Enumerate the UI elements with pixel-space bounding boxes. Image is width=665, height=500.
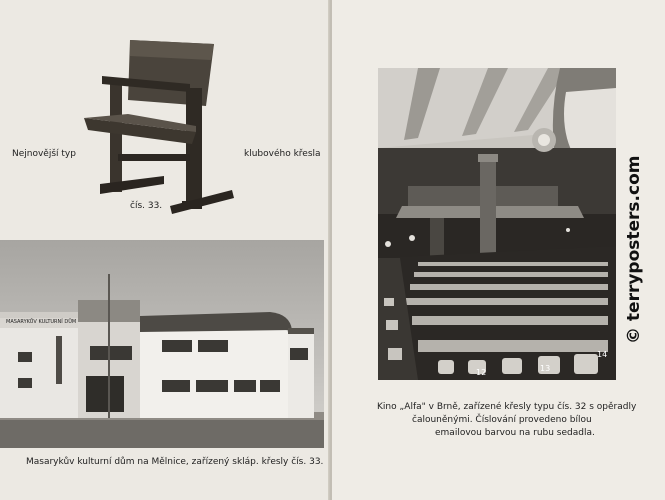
cinema-caption-line-3: emailovou barvou na rubu sedadla. xyxy=(435,428,595,438)
building-caption: Masarykův kulturní dům na Mělnice, zařízený skláp. křesly čís. 33. xyxy=(26,457,324,467)
left-page xyxy=(0,0,330,500)
building-sign: MASARYKŮV KULTURNÍ DŮM xyxy=(6,319,77,325)
seat-number-13: 13 xyxy=(540,364,551,373)
chair-caption-left: Nejnovější typ xyxy=(12,149,76,159)
right-page xyxy=(332,0,665,500)
cinema-caption-line-2: čalouněnými. Číslování provedeno bílou xyxy=(412,415,592,425)
seat-number-14: 14 xyxy=(597,350,608,359)
watermark-text: © terryposters.com xyxy=(624,155,644,344)
seat-number-12: 12 xyxy=(476,368,487,377)
cinema-caption-line-1: Kino „Alfa" v Brně, zařízené křesly typu čís. 32 s opěradly xyxy=(377,402,637,412)
cinema-photo xyxy=(378,68,616,380)
chair-number: čís. 33. xyxy=(130,201,163,211)
building-photo xyxy=(0,240,324,448)
chair-image xyxy=(78,36,238,221)
chair-caption-right: klubového křesla xyxy=(244,149,321,159)
